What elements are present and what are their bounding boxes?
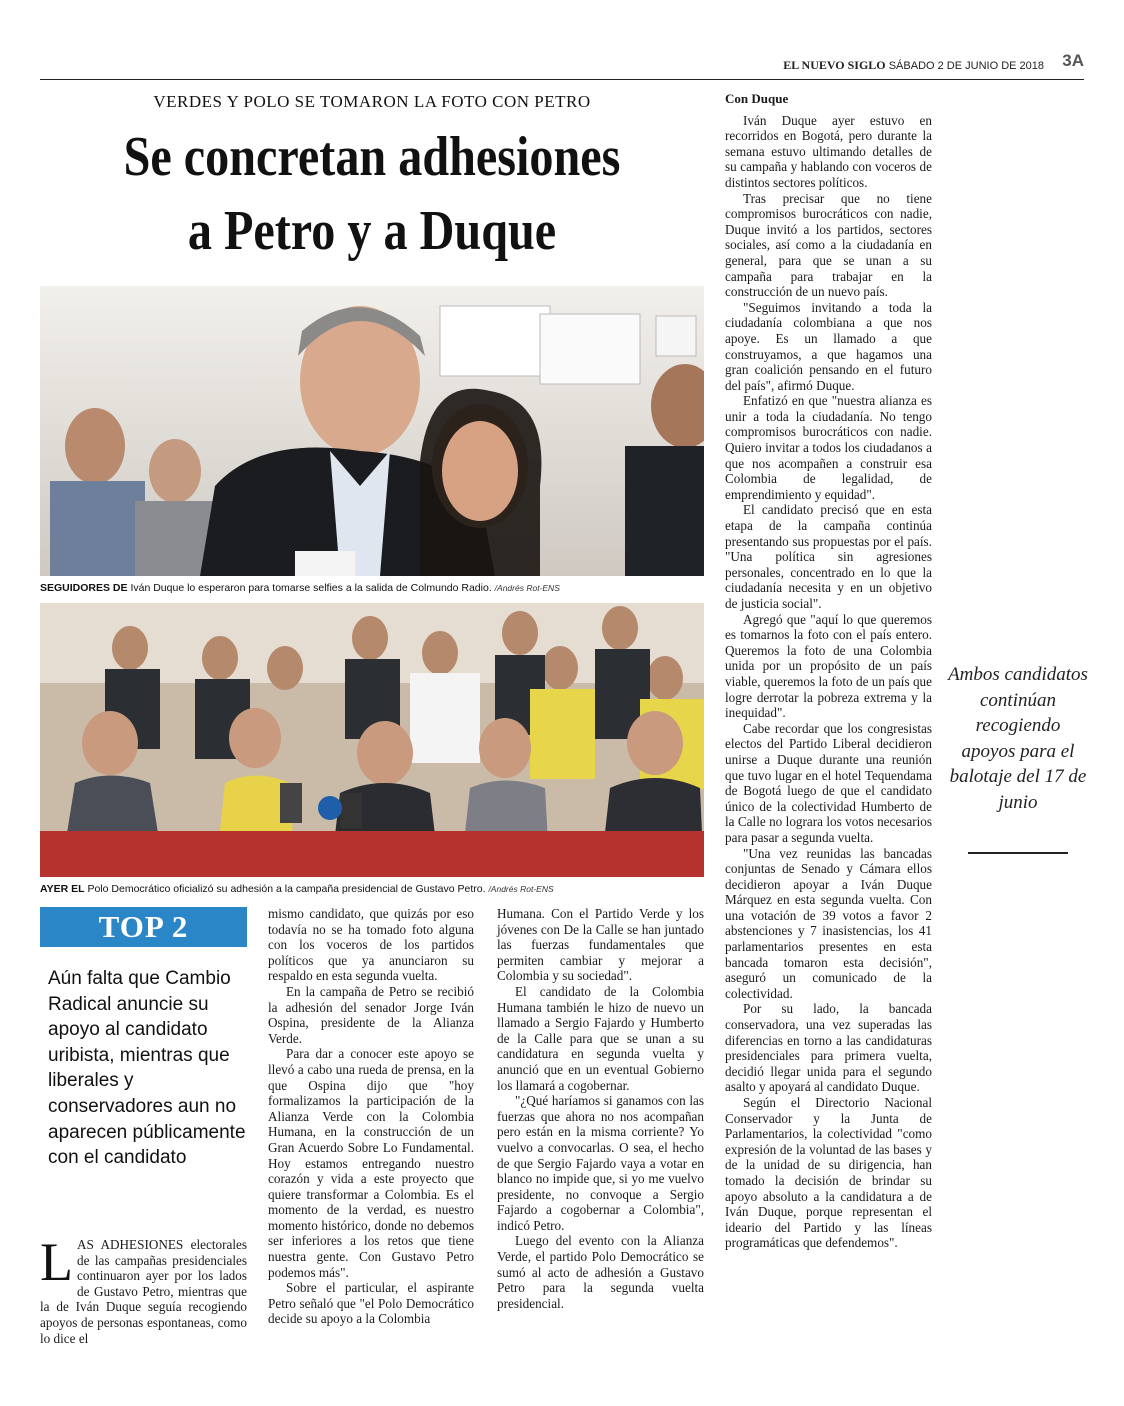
paragraph: Según el Directorio Nacional Conservador y la Junta de Parlamentarios, la colectividad "como expresión de la voluntad de las bases y de la unidad de su dirigencia, han tomado la decisión de brindar su apoyo absoluto a la candidatura a de Iván Duque, porque representan el ideario del Partido y las líneas programáticas que defendemos".	[725, 1095, 932, 1251]
issue-date: SÁBADO 2 DE JUNIO DE 2018	[888, 60, 1044, 72]
article-column-3	[497, 906, 704, 1311]
pull-quote: Ambos candidatos continúan recogiendo apoyos para el balotaje del 17 de junio	[948, 664, 1088, 813]
page-header	[40, 51, 1084, 80]
photo-polo-press-conference	[40, 603, 704, 877]
top2-label: TOP 2	[40, 907, 247, 947]
article-column-4	[725, 91, 932, 1251]
article-lead	[40, 1232, 247, 1346]
paragraph: Tras precisar que no tiene compromisos burocráticos con nadie, Duque invitó a los partidos, sectores sociales, así como a la ciudadanía en general, para que se unan a su campaña para trabajar en la construcción de un nuevo país.	[725, 190, 932, 300]
paragraph: "¿Qué haríamos si ganamos con las fuerzas que ahora no nos acompañan pero están en la misma corriente? Yo vuelvo a convocarlas. O sea, el hecho de que Sergio Fajardo vaya a votar en blanco no impide que, si yo me vuelvo presidente, no convoque a Sergio Fajardo a cogobernar a Colombia", indicó Petro.	[497, 1093, 704, 1233]
paragraph: Cabe recordar que los congresistas electos del Partido Liberal decidieron unirse a Duque durante una reunión que tuvo lugar en el hotel Tequendama de Bogotá luego de que el candidato único de la colectividad Humberto de la Calle no lograra los votos necesarios para pasar a segunda vuelta.	[725, 720, 932, 845]
paragraph: "Seguimos invitando a toda la ciudadanía colombiana a que nos apoye. Es un llamado a que construyamos, a que hagamos una gran coalición pensando en el futuro del país", afirmó Duque.	[725, 299, 932, 393]
newspaper-name: EL NUEVO SIGLO	[783, 58, 886, 72]
caption-lead: SEGUIDORES DE	[40, 582, 128, 594]
paragraph: Iván Duque ayer estuvo en recorridos en Bogotá, pero durante la semana estuvo ultimando detalles de su campaña y hablando con voceros de distintos sectores políticos.	[725, 112, 932, 190]
photo-credit: /Andrés Rot-ENS	[488, 884, 554, 894]
caption-text: Iván Duque lo esperaron para tomarse selfies a la salida de Colmundo Radio.	[127, 582, 492, 594]
paragraph: El candidato de la Colombia Humana también le hizo de nuevo un llamado a Sergio Fajardo y Humberto de la Calle para que se unan a su candidatura en segunda vuelta y anunció que en un eventual Gobierno los llamará a cogobernar.	[497, 983, 704, 1093]
article-kicker: VERDES Y POLO SE TOMARON LA FOTO CON PETRO	[153, 92, 591, 111]
subheading: Con Duque	[725, 91, 789, 106]
paragraph: Humana. Con el Partido Verde y los jóvenes con De la Calle se han juntado las fuerzas fundamentales que permiten cambiar y mejorar a Colombia y su sociedad".	[497, 906, 704, 984]
paragraph: mismo candidato, que quizás por eso todavía no se ha tomado foto alguna con los voceros de los partidos políticos que ya anunciaron su respaldo en esta segunda vuelta.	[268, 906, 474, 984]
photo-credit: /Andrés Rot-ENS	[494, 583, 560, 593]
photo2-caption	[40, 883, 704, 895]
header-info	[783, 58, 1044, 73]
lead-text: AS ADHESIONES electorales de las campañas presidenciales continuaron ayer por los lados de Gustavo Petro, mientras que la de Iván Duque seguía recogiendo apoyos de personas espontaneas, como lo dice el	[40, 1237, 247, 1346]
photo1-caption	[40, 582, 704, 594]
article-headline	[86, 120, 657, 268]
article-column-2	[268, 906, 474, 1327]
paragraph: Sobre el particular, el aspirante Petro señaló que "el Polo Democrático decide su apoyo a la Colombia	[268, 1280, 474, 1327]
paragraph: Enfatizó en que "nuestra alianza es unir a toda la ciudadanía. No tengo compromisos burocráticos con nadie. Quiero invitar a todos los ciudadanos a que nos acompañen a construir esa Colombia de legalidad, de emprendimiento y equidad".	[725, 393, 932, 502]
paragraph: Agregó que "aquí lo que queremos es tomarnos la foto con el país entero. Queremos la foto de una Colombia unida por un propósito de un país viable, queremos la foto de un país que logre derrotar la pobreza extrema y la inequidad".	[725, 611, 932, 721]
photo-illustration	[40, 603, 704, 877]
headline-line-1: Se concretan adhesiones	[123, 126, 621, 188]
paragraph: El candidato precisó que en esta etapa de la campaña continúa presentando sus propuestas por el país. "Una política sin agresiones personales, concentrado en lo que la ciudadanía necesita y en un objetivo de justicia social".	[725, 502, 932, 611]
paragraph: En la campaña de Petro se recibió la adhesión del senador Jorge Iván Ospina, presidente de la Alianza Verde.	[268, 983, 474, 1046]
caption-text: Polo Democrático oficializó su adhesión a la campaña presidencial de Gustavo Petro.	[84, 883, 486, 895]
caption-lead: AYER EL	[40, 883, 85, 895]
page-number: 3A	[1062, 51, 1084, 70]
photo-illustration	[40, 286, 704, 576]
drop-cap: L	[40, 1232, 73, 1292]
pull-quote-rule	[968, 852, 1068, 854]
paragraph: Por su lado, la bancada conservadora, una vez superadas las diferencias en torno a las candidaturas presidenciales para primera vuelta, decidió llegar unida para el segundo asalto y apoyará al candidato Duque.	[725, 1001, 932, 1095]
paragraph: Luego del evento con la Alianza Verde, el partido Polo Democrático se sumó al acto de adhesión a Gustavo Petro para la segunda vuelta presidencial.	[497, 1233, 704, 1311]
paragraph: Para dar a conocer este apoyo se llevó a cabo una rueda de prensa, en la que Ospina dijo que "hoy formalizamos la participación de la Alianza Verde con la Colombia Humana, en la construcción de un Gran Acuerdo Sobre Lo Fundamental. Hoy estamos entregando nuestro corazón y vida a este proyecto que quiere transformar a Colombia. Es el momento de la verdad, es nuestro momento histórico, donde no debemos ser inferiores a los retos que tiene nuestra gente. Con Gustavo Petro podemos más".	[268, 1046, 474, 1280]
photo-duque-supporters	[40, 286, 704, 576]
paragraph: "Una vez reunidas las bancadas conjuntas de Senado y Cámara ellos decidieron apoyar a Iván Duque Márquez en esta segunda vuelta. Con una votación de 39 votos a favor 2 abstenciones y 7 inasistencias, los 41 parlamentarios presentes en esta bancada tomaron esta decisión", aseguró un comunicado de la colectividad.	[725, 845, 932, 1001]
headline-line-2: a Petro y a Duque	[187, 200, 557, 262]
top2-text: Aún falta que Cambio Radical anuncie su apoyo al candidato uribista, mientras que liberales y conservadores aun no aparecen públicamente con el candidato	[48, 968, 246, 1169]
